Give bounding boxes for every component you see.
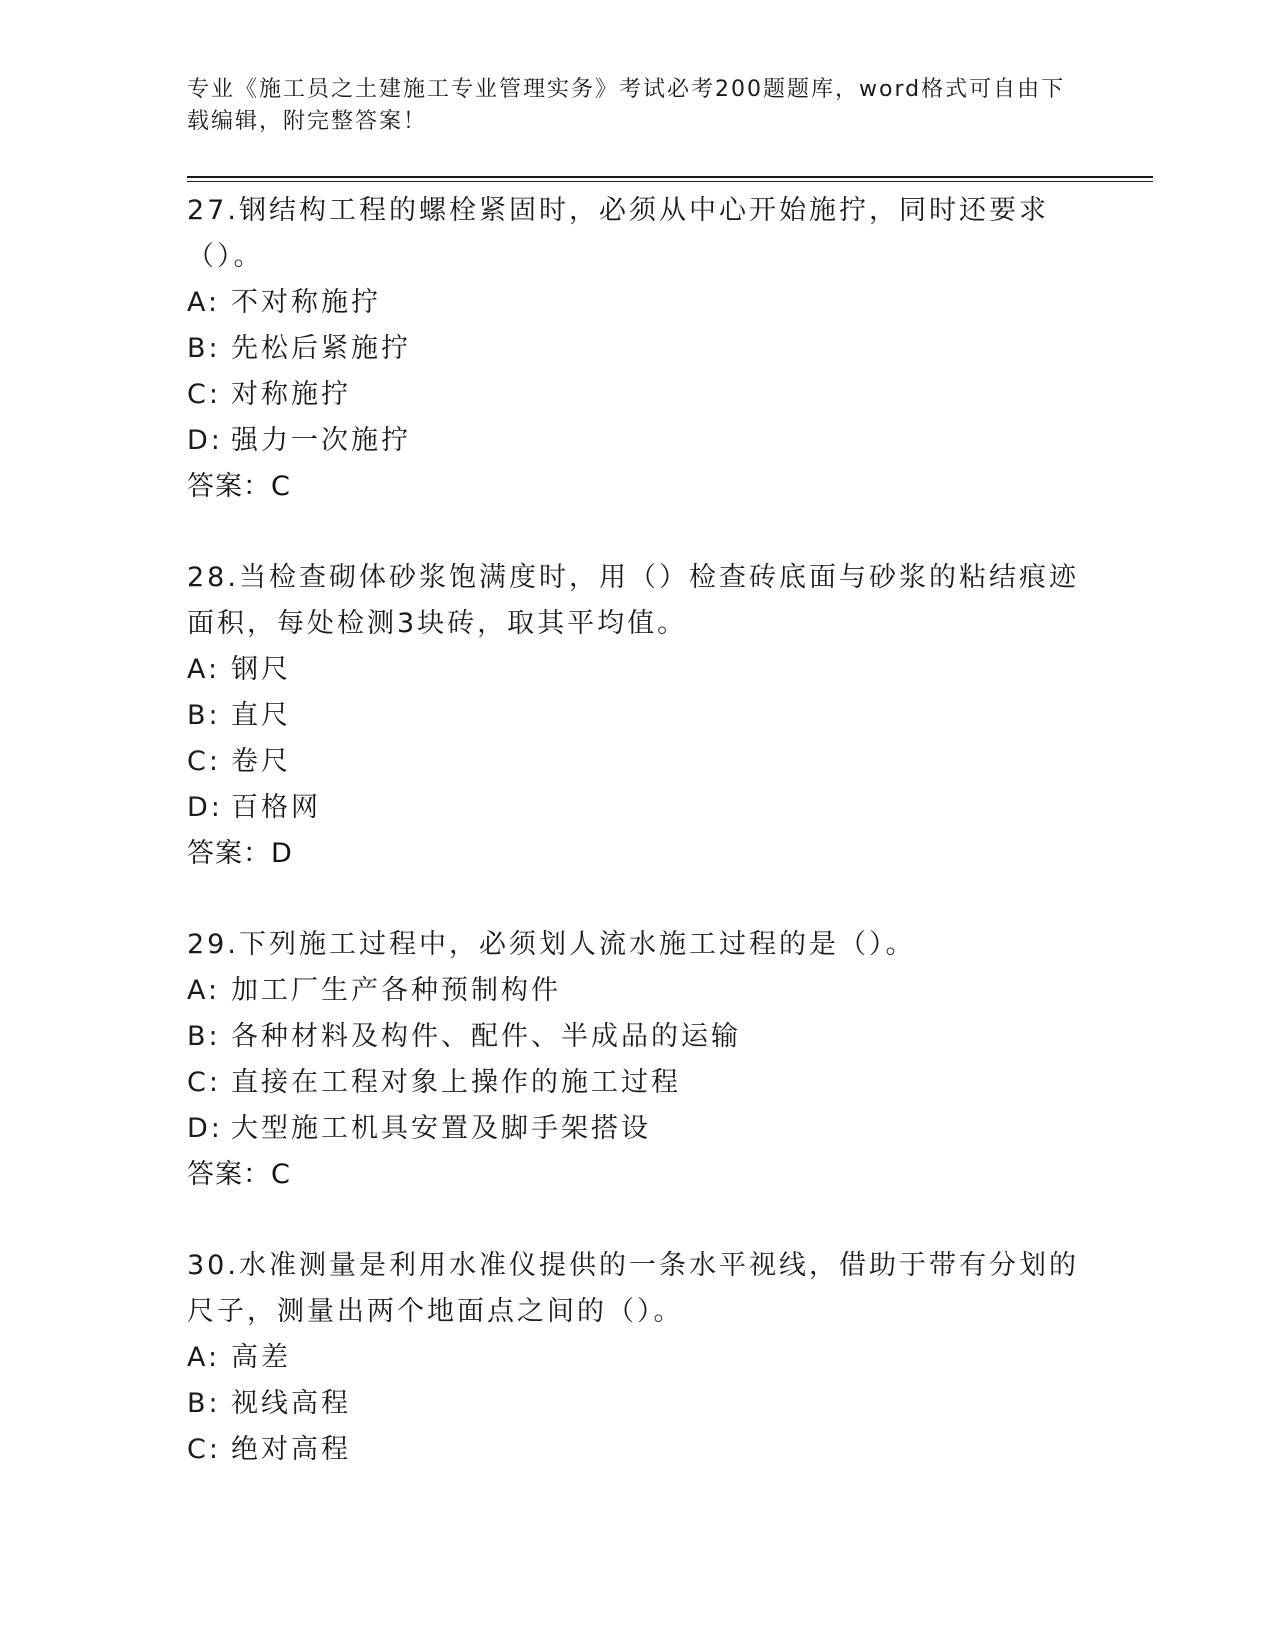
- option-a: [187, 1335, 1087, 1381]
- option-b: [187, 326, 1087, 372]
- question-stem: 30.水准测量是利用水准仪提供的一条水平视线，借助于带有分划的尺子，测量出两个地面点之间的（）。: [187, 1250, 1079, 1327]
- option-letter: A:: [187, 287, 221, 318]
- question-28: [187, 555, 1087, 877]
- option-text: 不对称施拧: [231, 287, 381, 318]
- option-text: 高差: [231, 1342, 291, 1373]
- option-letter: B:: [187, 1021, 221, 1052]
- document-header: 专业《施工员之土建施工专业管理实务》考试必考200题题库，word格式可自由下载编辑，附完整答案！: [187, 77, 1066, 134]
- option-b: [187, 1014, 1087, 1060]
- option-letter: A:: [187, 975, 221, 1006]
- option-text: 视线高程: [231, 1388, 351, 1419]
- question-stem: 29.下列施工过程中，必须划人流水施工过程的是（）。: [187, 929, 916, 960]
- header-divider-thick: [187, 176, 1153, 178]
- option-c: [187, 372, 1087, 418]
- option-letter: A:: [187, 1342, 221, 1373]
- question-29: [187, 922, 1087, 1198]
- option-letter: A:: [187, 654, 221, 685]
- option-text: 直尺: [231, 700, 291, 731]
- option-text: 卷尺: [231, 746, 291, 777]
- option-b: [187, 693, 1087, 739]
- question-stem: 27.钢结构工程的螺栓紧固时，必须从中心开始施拧，同时还要求（）。: [187, 195, 1049, 272]
- option-text: 百格网: [231, 792, 321, 823]
- question-stem: 28.当检查砌体砂浆饱满度时，用（）检查砖底面与砂浆的粘结痕迹面积，每处检测3块砖，取其平均值。: [187, 562, 1079, 639]
- option-text: 各种材料及构件、配件、半成品的运输: [231, 1021, 741, 1052]
- option-text: 对称施拧: [231, 379, 351, 410]
- option-c: [187, 739, 1087, 785]
- option-text: 绝对高程: [231, 1434, 351, 1465]
- option-text: 直接在工程对象上操作的施工过程: [231, 1067, 681, 1098]
- option-d: [187, 785, 1087, 831]
- answer-line: 答案：C: [187, 1159, 291, 1190]
- option-d: [187, 418, 1087, 464]
- option-letter: C:: [187, 1434, 221, 1465]
- option-text: 先松后紧施拧: [231, 333, 411, 364]
- option-a: [187, 647, 1087, 693]
- option-letter: D:: [187, 792, 223, 823]
- option-letter: B:: [187, 333, 221, 364]
- option-letter: C:: [187, 1067, 221, 1098]
- option-letter: C:: [187, 379, 221, 410]
- answer-line: 答案：D: [187, 838, 293, 869]
- option-letter: D:: [187, 1113, 223, 1144]
- option-letter: C:: [187, 746, 221, 777]
- option-letter: B:: [187, 1388, 221, 1419]
- question-30: [187, 1243, 1087, 1473]
- option-c: [187, 1060, 1087, 1106]
- question-27: [187, 188, 1087, 510]
- option-a: [187, 280, 1087, 326]
- option-d: [187, 1106, 1087, 1152]
- option-a: [187, 968, 1087, 1014]
- answer-line: 答案：C: [187, 471, 291, 502]
- option-text: 强力一次施拧: [231, 425, 411, 456]
- option-letter: D:: [187, 425, 223, 456]
- header-divider-thin: [187, 181, 1153, 182]
- option-text: 钢尺: [231, 654, 291, 685]
- option-b: [187, 1381, 1087, 1427]
- option-text: 加工厂生产各种预制构件: [231, 975, 561, 1006]
- option-letter: B:: [187, 700, 221, 731]
- option-text: 大型施工机具安置及脚手架搭设: [231, 1113, 651, 1144]
- option-c: [187, 1427, 1087, 1473]
- question-list: [187, 188, 1087, 1518]
